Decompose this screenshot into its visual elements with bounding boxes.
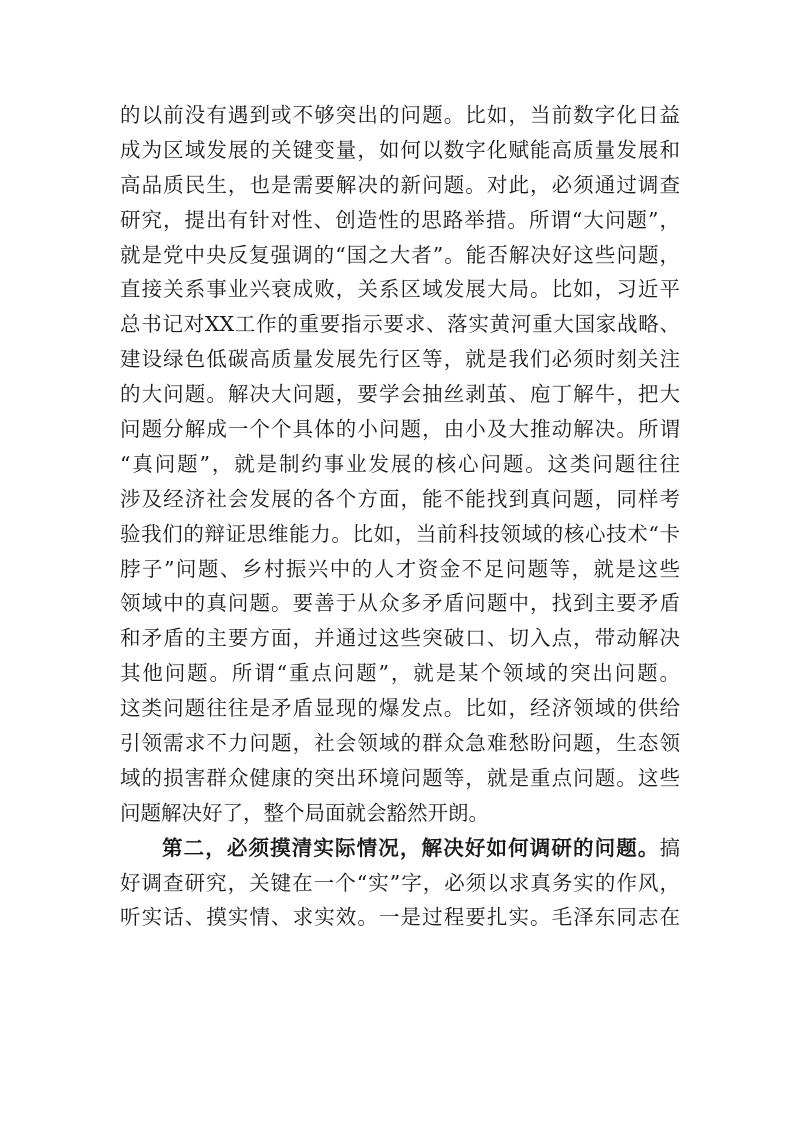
text-run: 搞 bbox=[659, 835, 680, 860]
text-line: 好调查研究，关键在一个“实”字，必须以求真务实的作风， bbox=[120, 870, 680, 895]
text-line: 成为区域发展的关键变量，如何以数字化赋能高质量发展和 bbox=[120, 137, 680, 162]
text-line: 这类问题往往是矛盾显现的爆发点。比如，经济领域的供给 bbox=[120, 696, 680, 721]
text-line: 的以前没有遇到或不够突出的问题。比如，当前数字化日益 bbox=[120, 103, 680, 127]
text-line: 问题分解成一个个具体的小问题，由小及大推动解决。所谓 bbox=[120, 417, 680, 442]
text-line: 和矛盾的主要方面，并通过这些突破口、切入点，带动解决 bbox=[120, 626, 680, 651]
text-line: 的大问题。解决大问题，要学会抽丝剥茧、庖丁解牛，把大 bbox=[120, 382, 680, 407]
text-line: 涉及经济社会发展的各个方面，能不能找到真问题，同样考 bbox=[120, 486, 680, 511]
text-line: 听实话、摸实情、求实效。一是过程要扎实。毛泽东同志在 bbox=[120, 905, 680, 930]
section-heading: 第二，必须摸清实际情况，解决好如何调研的问题。 bbox=[162, 835, 660, 860]
text-line: “真问题”，就是制约事业发展的核心问题。这类问题往往 bbox=[120, 451, 680, 476]
document-body bbox=[120, 98, 680, 935]
text-line: 问题解决好了，整个局面就会豁然开朗。 bbox=[120, 800, 489, 825]
text-line: 其他问题。所谓“重点问题”，就是某个领域的突出问题。 bbox=[120, 661, 680, 686]
text-line: 就是党中央反复强调的“国之大者”。能否解决好这些问题， bbox=[120, 242, 680, 267]
text-line: 总书记对XX工作的重要指示要求、落实黄河重大国家战略、 bbox=[120, 312, 680, 337]
text-line: 脖子”问题、乡村振兴中的人才资金不足问题等，就是这些 bbox=[120, 556, 680, 581]
text-line: 高品质民生，也是需要解决的新问题。对此，必须通过调查 bbox=[120, 172, 680, 197]
paragraph-2 bbox=[120, 831, 680, 936]
text-line: 引领需求不力问题，社会领域的群众急难愁盼问题，生态领 bbox=[120, 731, 680, 756]
text-line: 直接关系事业兴衰成败，关系区域发展大局。比如，习近平 bbox=[120, 277, 680, 302]
text-line-first bbox=[120, 831, 680, 866]
text-line: 建设绿色低碳高质量发展先行区等，就是我们必须时刻关注 bbox=[120, 347, 680, 372]
paragraph-1 bbox=[120, 98, 680, 831]
text-line: 域的损害群众健康的突出环境问题等，就是重点问题。这些 bbox=[120, 765, 680, 790]
text-line: 研究，提出有针对性、创造性的思路举措。所谓“大问题”， bbox=[120, 207, 680, 232]
text-line: 领域中的真问题。要善于从众多矛盾问题中，找到主要矛盾 bbox=[120, 591, 680, 616]
text-line: 验我们的辩证思维能力。比如，当前科技领域的核心技术“卡 bbox=[120, 521, 680, 546]
